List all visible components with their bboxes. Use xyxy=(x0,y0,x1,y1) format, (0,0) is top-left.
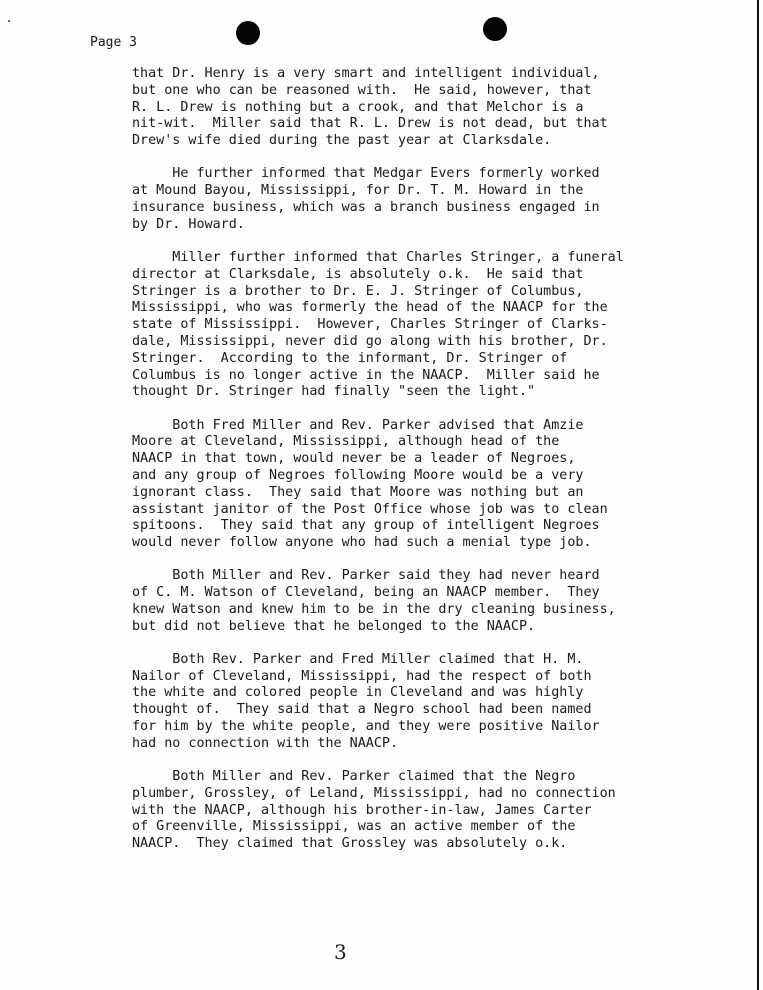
text-line: knew Watson and knew him to be in the dry cleaning business, xyxy=(132,601,616,617)
page-number: 3 xyxy=(334,940,347,964)
text-line: the white and colored people in Cleveland and was highly xyxy=(132,685,584,701)
text-line: Both Fred Miller and Rev. Parker advised that Amzie xyxy=(132,417,584,433)
text-line: and any group of Negroes following Moore would be a very xyxy=(132,467,584,483)
text-line: He further informed that Medgar Evers formerly worked xyxy=(132,166,600,182)
text-line: nit-wit. Miller said that R. L. Drew is not dead, but that xyxy=(132,116,608,132)
text-line: NAACP in that town, would never be a leader of Negroes, xyxy=(132,451,576,467)
paragraph xyxy=(132,652,752,753)
text-line: Both Miller and Rev. Parker said they had never heard xyxy=(132,568,600,584)
text-line: thought of. They said that a Negro school had been named xyxy=(132,702,592,718)
text-line: Nailor of Cleveland, Mississippi, had the respect of both xyxy=(132,668,592,684)
text-line: but did not believe that he belonged to the NAACP. xyxy=(132,618,536,634)
text-line: spitoons. They said that any group of intelligent Negroes xyxy=(132,518,600,534)
text-line: would never follow anyone who had such a menial type job. xyxy=(132,535,592,551)
text-line: Stringer is a brother to Dr. E. J. Stringer of Columbus, xyxy=(132,283,584,299)
paragraph xyxy=(132,769,752,853)
text-line: plumber, Grossley, of Leland, Mississippi, had no connection xyxy=(132,785,616,801)
page-label: Page 3 xyxy=(90,35,137,50)
text-line: Miller further informed that Charles Stringer, a funeral xyxy=(132,249,624,265)
paragraph xyxy=(132,568,752,635)
text-line: director at Clarksdale, is absolutely o.k. He said that xyxy=(132,266,584,282)
scan-speck xyxy=(8,20,10,22)
text-line: Drew's wife died during the past year at Clarksdale. xyxy=(132,133,552,149)
text-line: R. L. Drew is nothing but a crook, and that Melchor is a xyxy=(132,99,584,115)
text-line: thought Dr. Stringer had finally "seen the light." xyxy=(132,384,536,400)
text-line: for him by the white people, and they were positive Nailor xyxy=(132,719,600,735)
punch-hole-right xyxy=(483,17,507,41)
text-line: Both Miller and Rev. Parker claimed that the Negro xyxy=(132,769,576,785)
text-line: that Dr. Henry is a very smart and intelligent individual, xyxy=(132,66,600,81)
paragraph xyxy=(132,66,752,150)
text-line: of Greenville, Mississippi, was an active member of the xyxy=(132,819,576,835)
text-line: Columbus is no longer active in the NAACP. Miller said he xyxy=(132,367,600,383)
text-line: Mississippi, who was formerly the head of the NAACP for the xyxy=(132,300,608,316)
paragraph xyxy=(132,418,752,552)
text-line: of C. M. Watson of Cleveland, being an NAACP member. They xyxy=(132,585,600,601)
text-line: Moore at Cleveland, Mississippi, although head of the xyxy=(132,434,560,450)
text-line: assistant janitor of the Post Office whose job was to clean xyxy=(132,501,608,517)
text-line: at Mound Bayou, Mississippi, for Dr. T. M. Howard in the xyxy=(132,183,584,199)
text-line: dale, Mississippi, never did go along with his brother, Dr. xyxy=(132,333,608,349)
paragraph xyxy=(132,166,752,233)
text-line: ignorant class. They said that Moore was nothing but an xyxy=(132,484,584,500)
text-line: insurance business, which was a branch business engaged in xyxy=(132,199,600,215)
text-line: had no connection with the NAACP. xyxy=(132,735,399,751)
scan-edge-line xyxy=(757,0,759,990)
text-line: state of Mississippi. However, Charles Stringer of Clarks- xyxy=(132,317,608,333)
text-line: with the NAACP, although his brother-in-law, James Carter xyxy=(132,802,592,818)
text-line: Both Rev. Parker and Fred Miller claimed that H. M. xyxy=(132,651,584,667)
text-line: Stringer. According to the informant, Dr. Stringer of xyxy=(132,350,568,366)
text-line: but one who can be reasoned with. He said, however, that xyxy=(132,82,592,98)
text-line: NAACP. They claimed that Grossley was absolutely o.k. xyxy=(132,836,568,852)
text-line: by Dr. Howard. xyxy=(132,216,245,232)
punch-hole-left xyxy=(236,21,260,45)
document-body xyxy=(132,66,752,853)
paragraph xyxy=(132,250,752,401)
